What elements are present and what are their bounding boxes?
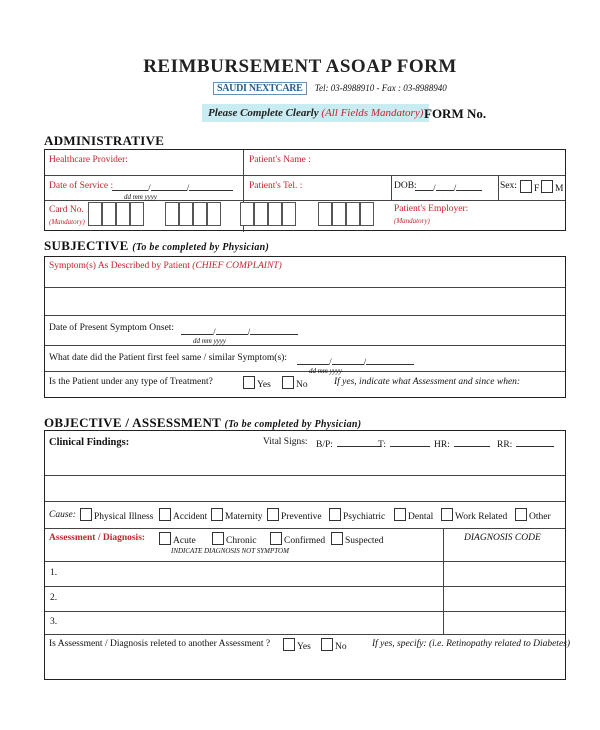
indicate-diagnosis-note: INDICATE DIAGNOSIS NOT SYMPTOM xyxy=(171,547,289,555)
divider xyxy=(45,475,565,476)
cause-label-text: Other xyxy=(529,512,551,522)
suspected-checkbox[interactable] xyxy=(331,532,343,545)
diagnosis-row-2[interactable]: 2. xyxy=(50,593,58,603)
related-yes-option[interactable] xyxy=(283,638,311,652)
form-number-label: FORM No. xyxy=(424,106,487,121)
cause-work-related-option[interactable] xyxy=(441,508,507,522)
card-digit-cell[interactable] xyxy=(360,202,374,226)
treatment-no-checkbox[interactable] xyxy=(282,376,294,389)
card-digit-cell[interactable] xyxy=(318,202,332,226)
acute-label: Acute xyxy=(173,536,196,546)
sex-f-label: F xyxy=(534,184,540,194)
diagnosis-row-3[interactable]: 3. xyxy=(50,617,58,627)
cause-checkbox[interactable] xyxy=(159,508,171,521)
chronic-checkbox[interactable] xyxy=(212,532,224,545)
temp-label: T: xyxy=(378,440,386,450)
sex-f-checkbox[interactable] xyxy=(520,180,532,193)
administrative-heading: ADMINISTRATIVE xyxy=(44,133,165,148)
chronic-option[interactable] xyxy=(212,532,257,546)
brand-contact-line xyxy=(213,82,447,95)
sex-f-option[interactable] xyxy=(520,180,539,194)
vital-signs-label: Vital Signs: xyxy=(263,437,308,447)
temp-field[interactable] xyxy=(378,437,430,450)
card-no-label: Card No. xyxy=(49,205,84,215)
hr-field[interactable] xyxy=(434,437,490,450)
sex-m-option[interactable] xyxy=(541,180,563,194)
related-no-label: No xyxy=(335,642,347,652)
divider xyxy=(45,611,565,612)
card-digit-cell[interactable] xyxy=(193,202,207,226)
sex-m-checkbox[interactable] xyxy=(541,180,553,193)
card-digit-cell[interactable] xyxy=(207,202,221,226)
treatment-yes-label: Yes xyxy=(257,380,271,390)
divider xyxy=(45,634,565,635)
chronic-label: Chronic xyxy=(226,536,257,546)
divider xyxy=(443,528,444,634)
cause-checkbox[interactable] xyxy=(267,508,279,521)
related-no-option[interactable] xyxy=(321,638,347,652)
subjective-note: (To be completed by Physician) xyxy=(132,242,270,253)
confirmed-label: Confirmed xyxy=(284,536,326,546)
cause-label-text: Dental xyxy=(408,512,434,522)
symptoms-text: Symptom(s) As Described by Patient xyxy=(49,261,190,271)
cause-other-option[interactable] xyxy=(515,508,551,522)
cause-checkbox[interactable] xyxy=(80,508,92,521)
cause-dental-option[interactable] xyxy=(394,508,433,522)
dob-field[interactable]: / / xyxy=(415,181,482,194)
diagnosis-code-header: DIAGNOSIS CODE xyxy=(464,533,541,543)
card-digit-cell[interactable] xyxy=(268,202,282,226)
cause-label: Cause: xyxy=(49,510,76,520)
card-digit-cell[interactable] xyxy=(282,202,296,226)
rr-label: RR: xyxy=(497,440,513,450)
card-digit-cell[interactable] xyxy=(240,202,254,226)
sex-label: Sex: xyxy=(500,181,517,191)
treatment-yes-checkbox[interactable] xyxy=(243,376,255,389)
cause-accident-option[interactable] xyxy=(159,508,207,522)
treatment-label: Is the Patient under any type of Treatment? xyxy=(49,377,213,387)
rr-field[interactable] xyxy=(497,437,554,450)
related-no-checkbox[interactable] xyxy=(321,638,333,651)
cause-label-text: Maternity xyxy=(225,512,263,522)
related-yes-label: Yes xyxy=(297,642,311,652)
hr-label: HR: xyxy=(434,440,450,450)
card-digit-cell[interactable] xyxy=(165,202,179,226)
card-digit-cell[interactable] xyxy=(332,202,346,226)
cause-physical-illness-option[interactable] xyxy=(80,508,153,522)
card-digit-cell[interactable] xyxy=(130,202,144,226)
divider xyxy=(45,501,565,502)
cause-label-text: Psychiatric xyxy=(343,512,386,522)
subjective-heading xyxy=(44,238,269,254)
dob-label: DOB: xyxy=(394,181,417,191)
card-digit-cell[interactable] xyxy=(254,202,268,226)
cause-maternity-option[interactable] xyxy=(211,508,262,522)
treatment-yes-option[interactable] xyxy=(243,376,271,390)
patient-employer-label: Patient's Employer: xyxy=(394,204,469,214)
cause-checkbox[interactable] xyxy=(394,508,406,521)
first-feel-date-field[interactable]: / / xyxy=(297,355,414,368)
assessment-diagnosis-label: Assessment / Diagnosis: xyxy=(49,533,146,543)
symptoms-label xyxy=(49,261,282,271)
divider xyxy=(45,345,565,346)
onset-date-hint: dd mm yyyy xyxy=(193,337,227,345)
cause-label-text: Work Related xyxy=(455,512,508,522)
notice-text: Please Complete Clearly xyxy=(208,107,319,119)
notice-mandatory: (All Fields Mandatory) xyxy=(321,107,424,119)
form-title: REIMBURSEMENT ASOAP FORM xyxy=(143,56,457,77)
treatment-if-yes: If yes, indicate what Assessment and since when: xyxy=(334,377,521,387)
onset-date-field[interactable]: / / xyxy=(181,325,298,338)
suspected-label: Suspected xyxy=(345,536,384,546)
chief-complaint-text: (CHIEF COMPLAINT) xyxy=(192,261,282,271)
cause-label-text: Physical Illness xyxy=(94,512,154,522)
patient-name-label: Patient's Name : xyxy=(249,155,311,165)
date-of-service-label: Date of Service : xyxy=(49,181,114,191)
cause-preventive-option[interactable] xyxy=(267,508,322,522)
cause-checkbox[interactable] xyxy=(211,508,223,521)
diagnosis-row-1[interactable]: 1. xyxy=(50,568,58,578)
employer-mandatory-note: (Mandatory) xyxy=(394,217,430,225)
first-feel-label: What date did the Patient first feel same / similar Symptom(s): xyxy=(49,353,287,363)
acute-checkbox[interactable] xyxy=(159,532,171,545)
related-assessment-label: Is Assessment / Diagnosis releted to another Assessment ? xyxy=(49,639,271,649)
card-digit-cell[interactable] xyxy=(179,202,193,226)
cause-psychiatric-option[interactable] xyxy=(329,508,385,522)
cause-checkbox[interactable] xyxy=(441,508,453,521)
first-feel-date-hint: dd mm yyyy xyxy=(309,367,343,375)
contact-numbers: Tel: 03-8988910 - Fax : 03-8988940 xyxy=(314,83,447,93)
divider xyxy=(45,586,565,587)
divider xyxy=(45,561,565,562)
brand-logo: SAUDI NEXTCARE xyxy=(213,82,307,95)
card-digit-cell[interactable] xyxy=(346,202,360,226)
bp-field[interactable] xyxy=(316,437,381,450)
onset-label: Date of Present Symptom Onset: xyxy=(49,323,175,333)
date-of-service-field[interactable]: / / xyxy=(112,181,233,194)
healthcare-provider-label: Healthcare Provider: xyxy=(49,155,128,165)
confirmed-checkbox[interactable] xyxy=(270,532,282,545)
cause-checkbox[interactable] xyxy=(329,508,341,521)
card-digit-cell[interactable] xyxy=(88,202,102,226)
acute-option[interactable] xyxy=(159,532,196,546)
cause-label-text: Accident xyxy=(173,512,208,522)
confirmed-option[interactable] xyxy=(270,532,325,546)
divider xyxy=(498,175,499,200)
subjective-title: SUBJECTIVE xyxy=(44,238,129,253)
divider xyxy=(45,175,565,176)
bp-label: B/P: xyxy=(316,440,333,450)
cause-checkbox[interactable] xyxy=(515,508,527,521)
divider xyxy=(45,287,565,288)
divider xyxy=(45,528,565,529)
divider xyxy=(45,315,565,316)
cause-label-text: Preventive xyxy=(281,512,322,522)
divider xyxy=(45,200,565,201)
treatment-no-label: No xyxy=(296,380,308,390)
treatment-no-option[interactable] xyxy=(282,376,308,390)
divider xyxy=(45,371,565,372)
objective-heading xyxy=(44,415,361,431)
suspected-option[interactable] xyxy=(331,532,384,546)
mandatory-notice xyxy=(202,104,429,122)
sex-m-label: M xyxy=(555,184,564,194)
related-if-yes: If yes, specify: (i.e. Retinopathy related to Diabetes) xyxy=(372,639,571,649)
patient-tel-label: Patient's Tel. : xyxy=(249,181,303,191)
date-format-hint: dd mm yyyy xyxy=(124,193,158,201)
divider xyxy=(391,175,392,200)
card-mandatory-note: (Mandatory) xyxy=(49,218,85,226)
objective-note: (To be completed by Physician) xyxy=(224,419,362,430)
card-digit-cell[interactable] xyxy=(102,202,116,226)
objective-title: OBJECTIVE / ASSESSMENT xyxy=(44,415,221,430)
card-digit-cell[interactable] xyxy=(116,202,130,226)
related-yes-checkbox[interactable] xyxy=(283,638,295,651)
clinical-findings-label: Clinical Findings: xyxy=(49,437,130,448)
